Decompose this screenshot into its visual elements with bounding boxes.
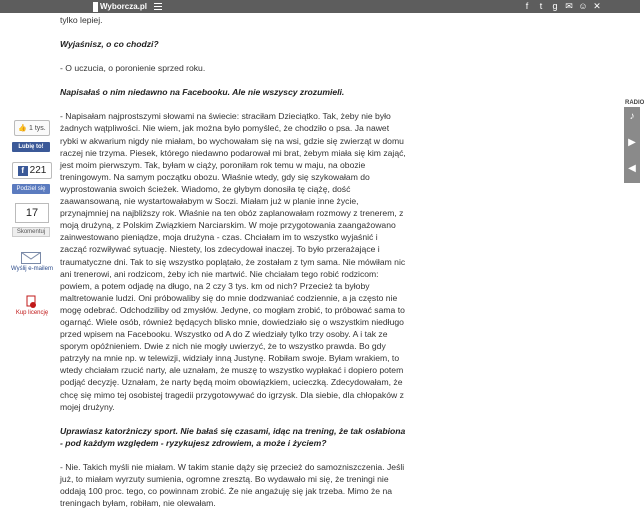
interview-answer: - Nie. Takich myśli nie miałam. W takim stanie dąży się przecież do samozniszczenia. Jeśli już, to miałam wyrzuty sumienia, ogromne zresztą. Bo wydawało mi się, że treningi nie oddają 100 proc. tego, co powinnam zrobić. Że nie angażuję się jak trzeba. Mimo że na treningach byłam, robiłam, nie olewałam. (60, 461, 405, 509)
comment-button[interactable] (12, 227, 50, 237)
user-icon[interactable]: ☺ (578, 1, 588, 11)
envelope-icon[interactable] (21, 252, 41, 264)
like-counter[interactable] (14, 120, 50, 136)
interview-answer: - Napisałam najprostszymi słowami na świecie: straciłam Dzieciątko. Tak, żeby nie było żadnych wątpliwości. Nie wiem, jak można było pomyśleć, że chodziło o psa. Ja nawet rybki w akwarium nigdy nie miałam, bo wychowałam się na wsi, gdzie się zwierząt w domu raczej nie trzyma. Piesek, którego niedawno podarował mi brat, żebym miała się kim zająć, jest moim pierwszym. Tak, byłam w ciąży, poroniłam rok temu w maju, na obozie treningowym. Na samym początku obozu. Właśnie wtedy, gdy się szykowałam do wyprostowania swoich ścieżek. Wiadomo, że głybym donosiła tę ciążę, dość zaawansowaną, nie wystartowałabym w Soczi. Miałam już w planie inne życie, przynajmniej na najbliższy rok. Właśnie na ten obóz zaplanowałam rozmowy z trenerem, z moją drużyną, z Polskim Związkiem Narciarskim. W moje przygotowania zaangażowano zainwestowano pieniądze, moja drużyna - czas. Chciałam im to wszystko wyjaśnić i zacząć rozwiływać sytuację. Niestety, los zdecydował inaczej. To było przerażające i traumatyczne dni. Tak to się wszystko poplątało, że zostałam z tym sama. Nie mówiłam nic ani trenerowi, ani rodzicom, żeby ich nie martwić. Nie chciałam tego robić rodzicom: powiem, a potem odjadę na długo, na 2 czy 3 tys. km od nich? Przecież ta byłoby maltretowanie ludzi. Oni próbowaliby się do mnie dodzwaniać codziennie, a ja często nie mogę odebrać. Odchodziliby od zmysłów. Jedyne, co mogłam zrobić, to próbować sama to ogarnąć. Wiele osób, również będących blisko mnie, dowiedziało się o wszystkim niedługo przed wpisem na Facebooku. Wszystko od A do Z wiedziały tylko trzy osoby. A i tak ze sporym opóźnieniem. Dwie z nich nie mogły uwierzyć, że to wszystko prawda. Bo gdy patrzyły na mnie np. w telewizji, widziały inną Justynę. Robiłam swoje. Byłam wrakiem, to wtedy chciałam rzucić narty, ale uznałam, że muszę to wszystko wypłakać i dopiero potem podjąć decyzję. Uznałam, że narty będą moim obowiązkiem, ucieczką. Zdecydowałam, że chcę się mimo tej osobistej tragedii przygotowywać do igrzysk. Dla siebie, dla chłopaków z mojej drużyny. (60, 111, 406, 412)
paragraph: tylko lepiej. (60, 15, 103, 25)
google-plus-icon[interactable]: g (552, 1, 558, 11)
share-button[interactable] (12, 184, 50, 194)
share-label: Podziel się (16, 186, 46, 192)
interview-question: Uprawiasz katorżniczy sport. Nie bałaś się czasami, idąc na trening, że tak osłabiona - pod każdym względem - ryzykujesz zdrowiem, a może i życiem? (60, 425, 406, 448)
interview-question: Napisałaś o nim niedawno na Facebooku. Ale nie wszyscy zrozumieli. (60, 87, 345, 98)
comment-count: 17 (15, 203, 49, 223)
facebook-share-counter[interactable] (12, 162, 52, 179)
close-icon[interactable]: ✕ (593, 1, 601, 11)
article-body (60, 14, 406, 509)
comment-label: Skomentuj (16, 229, 46, 235)
menu-icon[interactable] (154, 3, 162, 10)
site-logo[interactable] (93, 0, 147, 13)
top-bar (0, 0, 640, 13)
play-icon[interactable]: ▶ (628, 137, 636, 148)
twitter-icon[interactable]: t (539, 1, 543, 11)
logo-mark-icon (93, 2, 98, 12)
thumbs-up-icon: 👍 (18, 125, 27, 132)
volume-icon[interactable]: ◀ (628, 163, 636, 174)
facebook-icon[interactable]: f (525, 1, 529, 11)
music-note-icon[interactable]: ♪ (629, 111, 635, 122)
radio-player (624, 107, 640, 183)
mail-icon[interactable]: ✉ (565, 1, 573, 11)
interview-answer: - O uczucia, o poronienie sprzed roku. (60, 63, 206, 74)
license-icon[interactable] (24, 295, 38, 309)
logo-text: Wyborcza.pl (100, 2, 147, 11)
facebook-icon: f (18, 166, 28, 176)
buy-license-link[interactable]: Kup licencję (15, 310, 49, 316)
top-bar-icons (522, 1, 602, 11)
send-email-link[interactable]: Wyślij e-mailem (11, 266, 53, 272)
fb-like-label: Lubię to! (18, 144, 44, 150)
like-count: 1 tys. (28, 124, 46, 132)
facebook-like-button[interactable] (12, 142, 50, 152)
interview-question: Wyjaśnisz, o co chodzi? (60, 39, 159, 50)
radio-label: RADIO (625, 100, 644, 106)
fb-share-count: 221 (29, 165, 47, 176)
